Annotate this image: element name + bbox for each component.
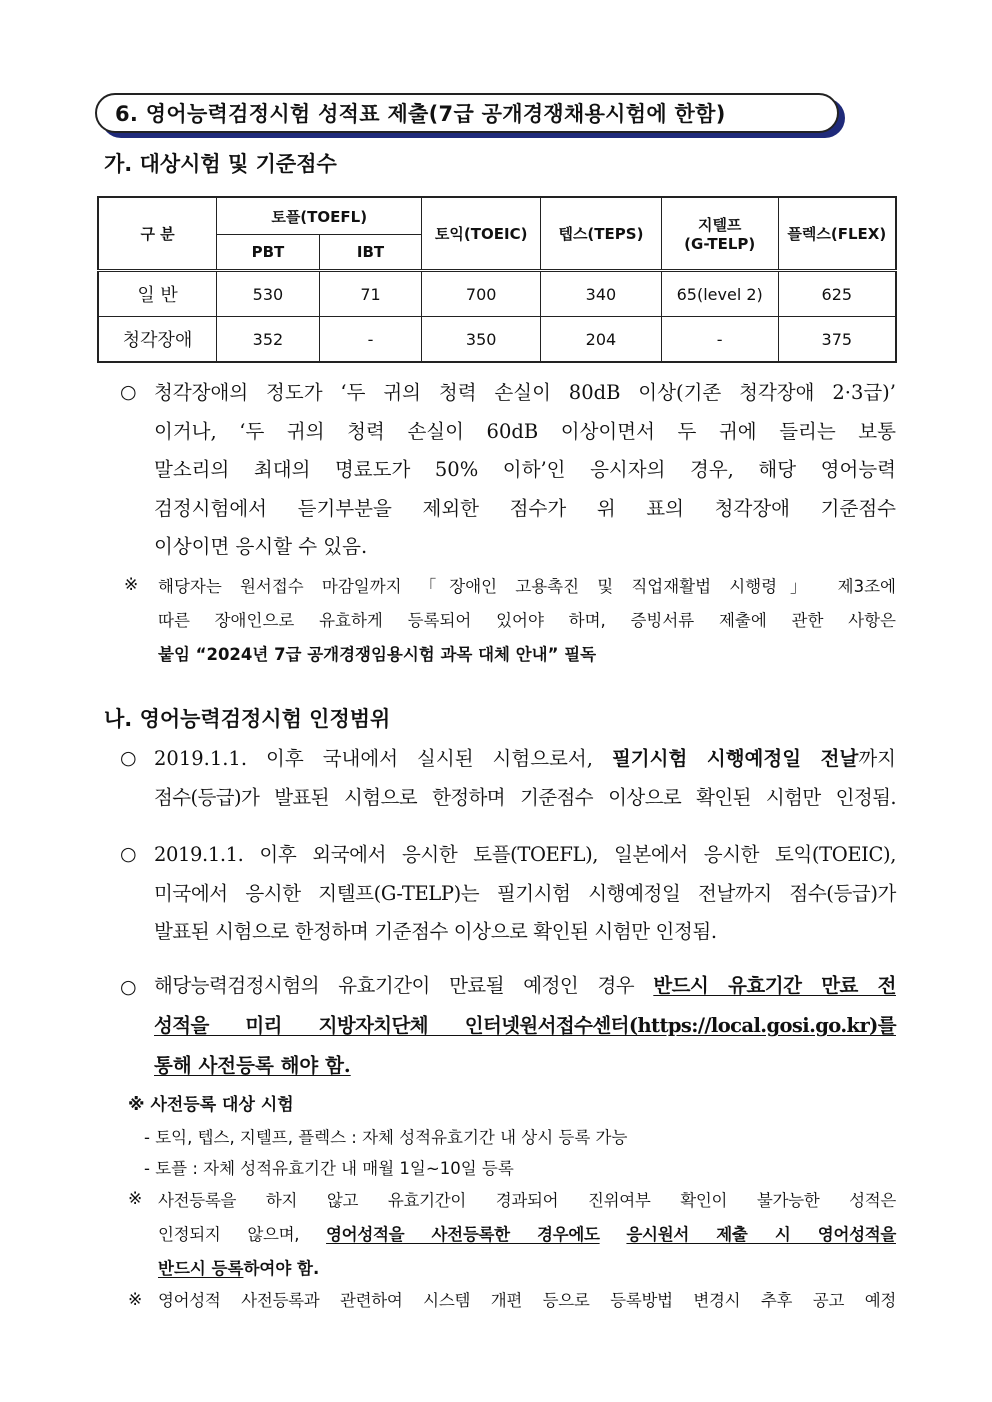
emphasis-text: 반드시 등록 — [158, 1259, 244, 1278]
note-reference-icon: ※ — [124, 575, 139, 595]
bullet-circle-icon: ○ — [120, 976, 137, 998]
pre-registration-item: - 토플 : 자체 성적유효기간 내 매월 1일∼10일 등록 — [144, 1159, 514, 1178]
cell-teps: 340 — [541, 271, 662, 317]
note-line: 붙임 “2024년 7급 공개경쟁임용시험 과목 대체 안내” 필독 — [158, 645, 597, 664]
cell-ibt: - — [319, 317, 422, 363]
paragraph-line: 이거나, ‘두 귀의 청력 손실이 60dB 이상이면서 두 귀에 들리는 보통 — [154, 419, 896, 443]
paragraph-line: 이상이면 응시할 수 있음. — [154, 535, 368, 559]
score-table — [97, 196, 897, 363]
note-reference-icon: ※ — [128, 1189, 143, 1209]
paragraph-line: 2019.1.1. 이후 외국에서 응시한 토플(TOEFL), 일본에서 응시한 토익(TOEIC), — [154, 843, 896, 866]
range-foreign-paragraph — [154, 836, 896, 952]
note-line: 해당자는 원서접수 마감일까지 「장애인 고용촉진 및 직업재활법 시행령」 제3조에 — [158, 577, 896, 596]
cell-gtelp: 65(level 2) — [661, 271, 778, 317]
paragraph-line: 미국에서 응시한 지텔프(G-TELP)는 필기시험 시행예정일 전날까지 점수(등급)가 — [154, 881, 896, 905]
cell-flex: 375 — [778, 317, 896, 363]
text-run: 2019.1.1. 이후 국내에서 실시된 시험으로서, — [154, 747, 593, 770]
emphasis-text: 영어성적을 사전등록한 경우에도 — [326, 1225, 600, 1244]
range-domestic-paragraph — [154, 740, 896, 817]
paragraph-line: 발표된 시험으로 한정하며 기준점수 이상으로 확인된 시험만 인정됨. — [154, 920, 717, 944]
table-row — [98, 271, 896, 317]
text-run: 인정되지 않으며, — [158, 1225, 300, 1244]
pre-registration-title: ※ 사전등록 대상 시험 — [128, 1095, 294, 1115]
emphasis-text: 반드시 유효기간 만료 전 — [653, 974, 896, 997]
header-flex: 플렉스(FLEX) — [778, 197, 896, 271]
header-pbt: PBT — [217, 235, 320, 271]
bullet-circle-icon: ○ — [120, 381, 137, 403]
cell-teps: 204 — [541, 317, 662, 363]
system-change-note — [158, 1284, 896, 1318]
emphasis-text: 성적을 미리 지방자치단체 인터넷원서접수센터(https://local.gosi.go.kr)를 — [154, 1014, 896, 1037]
cell-flex: 625 — [778, 271, 896, 317]
header-toeic: 토익(TOEIC) — [422, 197, 541, 271]
text-run: 해당능력검정시험의 유효기간이 만료될 예정인 경우 — [154, 974, 635, 997]
subsection-b-heading: 나. 영어능력검정시험 인정범위 — [104, 707, 391, 731]
bullet-circle-icon: ○ — [120, 747, 137, 769]
cell-toeic: 350 — [422, 317, 541, 363]
paragraph-line: 청각장애의 정도가 ‘두 귀의 청력 손실이 80dB 이상(기존 청각장애 2·3급)’ — [154, 381, 896, 404]
header-gtelp-code: (G-TELP) — [684, 235, 756, 253]
table-row — [98, 317, 896, 363]
disability-note — [158, 570, 896, 672]
cell-toeic: 700 — [422, 271, 541, 317]
pre-registration-item: - 토익, 텝스, 지텔프, 플렉스 : 자체 성적유효기간 내 상시 등록 가능 — [144, 1128, 628, 1147]
row-label: 일 반 — [98, 271, 217, 317]
text-run: 하여야 함. — [243, 1259, 320, 1278]
emphasis-text: 통해 사전등록 해야 함. — [154, 1054, 351, 1077]
header-gtelp — [661, 197, 778, 271]
text-run: 까지 — [858, 747, 896, 770]
row-label: 청각장애 — [98, 317, 217, 363]
header-category: 구 분 — [98, 197, 217, 271]
note-line: 영어성적 사전등록과 관련하여 시스템 개편 등으로 등록방법 변경시 추후 공고 예정 — [158, 1291, 896, 1310]
subsection-a-heading: 가. 대상시험 및 기준점수 — [104, 152, 337, 176]
note-reference-icon: ※ — [128, 1290, 143, 1310]
paragraph-line: 검정시험에서 듣기부분을 제외한 점수가 위 표의 청각장애 기준점수 — [154, 496, 896, 520]
emphasis-text: 필기시험 시행예정일 전날 — [611, 747, 859, 770]
header-teps: 텝스(TEPS) — [541, 197, 662, 271]
cell-pbt: 352 — [217, 317, 320, 363]
emphasis-text: 응시원서 제출 시 영어성적을 — [626, 1225, 896, 1244]
paragraph-line: 점수(등급)가 발표된 시험으로 한정하며 기준점수 이상으로 확인된 시험만 인정됨. — [154, 785, 896, 809]
hearing-impairment-paragraph — [154, 374, 896, 567]
cell-ibt: 71 — [319, 271, 422, 317]
header-toefl: 토플(TOEFL) — [217, 197, 422, 235]
cell-pbt: 530 — [217, 271, 320, 317]
bullet-circle-icon: ○ — [120, 843, 137, 865]
header-gtelp-name: 지텔프 — [697, 216, 742, 234]
note-line: 따른 장애인으로 유효하게 등록되어 있어야 하며, 증빙서류 제출에 관한 사항은 — [158, 611, 896, 630]
paragraph-line: 말소리의 최대의 명료도가 50% 이하’인 응시자의 경우, 해당 영어능력 — [154, 458, 896, 482]
pre-registration-paragraph — [154, 966, 896, 1086]
section-title: 6. 영어능력검정시험 성적표 제출(7급 공개경쟁채용시험에 한함) — [95, 93, 839, 133]
note-line: 사전등록을 하지 않고 유효기간이 경과되어 진위여부 확인이 불가능한 성적은 — [158, 1191, 896, 1210]
header-ibt: IBT — [319, 235, 422, 271]
pre-registration-note — [158, 1184, 896, 1286]
cell-gtelp: - — [661, 317, 778, 363]
